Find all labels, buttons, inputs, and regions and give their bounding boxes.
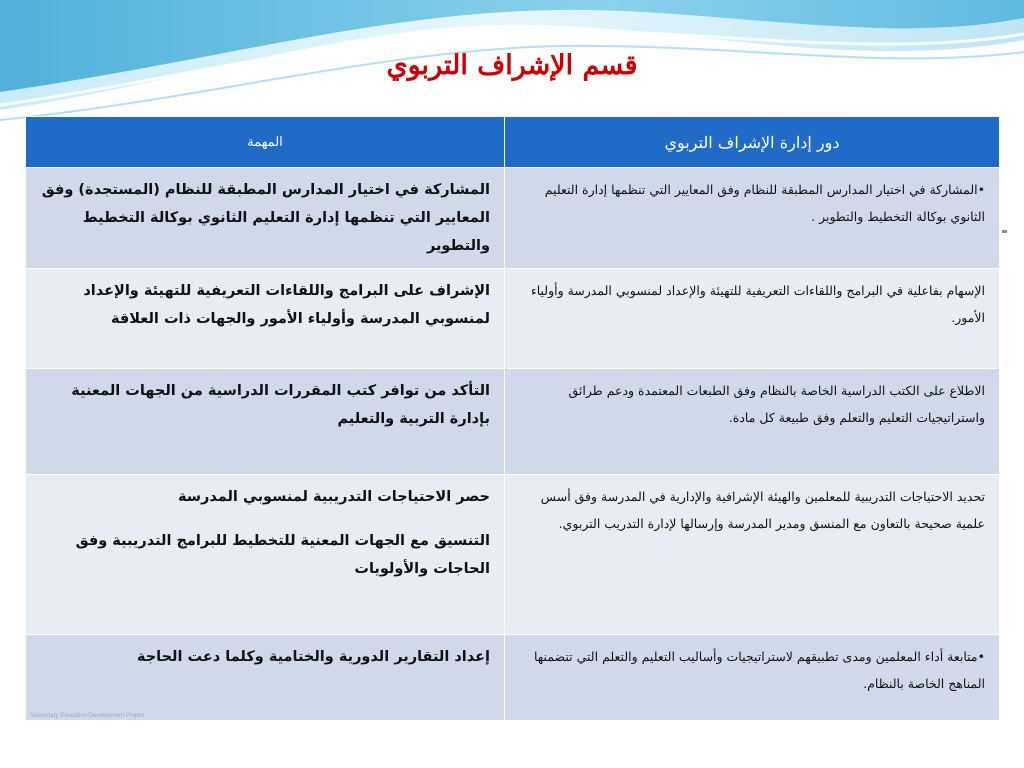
role-cell: تحديد الاحتياجات التدريبية للمعلمين والهيئة الإشرافية والإدارية في المدرسة وفق أسس علمية صحيحة بالتعاون مع المنسق ومدير المدرسة وإرسالها لإدارة التدريب التربوي. bbox=[505, 475, 1000, 635]
page-title: قسم الإشراف التربوي bbox=[386, 50, 638, 81]
tasks-table bbox=[25, 116, 1000, 721]
task-text: الإشراف على البرامج واللقاءات التعريفية للتهيئة والإعداد لمنسوبي المدرسة وأولياء الأمور والجهات ذات العلاقة bbox=[83, 283, 490, 327]
table-row bbox=[26, 475, 1000, 635]
task-cell bbox=[26, 369, 505, 475]
table-row bbox=[26, 168, 1000, 269]
role-cell: •متابعة أداء المعلمين ومدى تطبيقهم لاستراتيجيات وأساليب التعليم والتعلم التي تتضمنها المناهج الخاصة بالنظام. bbox=[505, 635, 1000, 721]
task-cell bbox=[26, 168, 505, 269]
task-text: إعداد التقارير الدورية والختامية وكلما دعت الحاجة bbox=[136, 649, 490, 665]
role-cell: الإسهام بفاعلية في البرامج واللقاءات التعريفية للتهيئة والإعداد لمنسوبي المدرسة وأولياء الأمور. bbox=[505, 269, 1000, 369]
task-cell bbox=[26, 269, 505, 369]
task-text: التنسيق مع الجهات المعنية للتخطيط للبرامج التدريبية وفق الحاجات والأولويات bbox=[75, 533, 490, 577]
column-header-task: المهمة bbox=[26, 117, 505, 168]
task-text: حصر الاحتياجات التدريبية لمنسوبي المدرسة bbox=[177, 489, 490, 505]
table-row bbox=[26, 269, 1000, 369]
role-cell: الاطلاع على الكتب الدراسية الخاصة بالنظام وفق الطبعات المعتمدة ودعم طرائق واستراتيجيات التعليم والتعلم وفق طبيعة كل مادة. bbox=[505, 369, 1000, 475]
footer-note: Secondary Education Development Project bbox=[30, 713, 145, 719]
table-row bbox=[26, 369, 1000, 475]
decorative-mark bbox=[1002, 230, 1007, 233]
role-cell: •المشاركة في اختيار المدارس المطبقة للنظام وفق المعايير التي تنظمها إدارة التعليم الثانوي بوكالة التخطيط والتطوير . bbox=[505, 168, 1000, 269]
task-text: التأكد من توافر كتب المقررات الدراسية من الجهات المعنية بإدارة التربية والتعليم bbox=[71, 383, 490, 427]
task-cell bbox=[26, 475, 505, 635]
task-text: المشاركة في اختيار المدارس المطبقة للنظام (المستجدة) وفق المعايير التي تنظمها إدارة التعليم الثانوي بوكالة التخطيط والتطوير bbox=[41, 182, 490, 254]
table-header-row bbox=[26, 117, 1000, 168]
table-row bbox=[26, 635, 1000, 721]
task-cell bbox=[26, 635, 505, 721]
column-header-role: دور إدارة الإشراف التربوي bbox=[505, 117, 1000, 168]
